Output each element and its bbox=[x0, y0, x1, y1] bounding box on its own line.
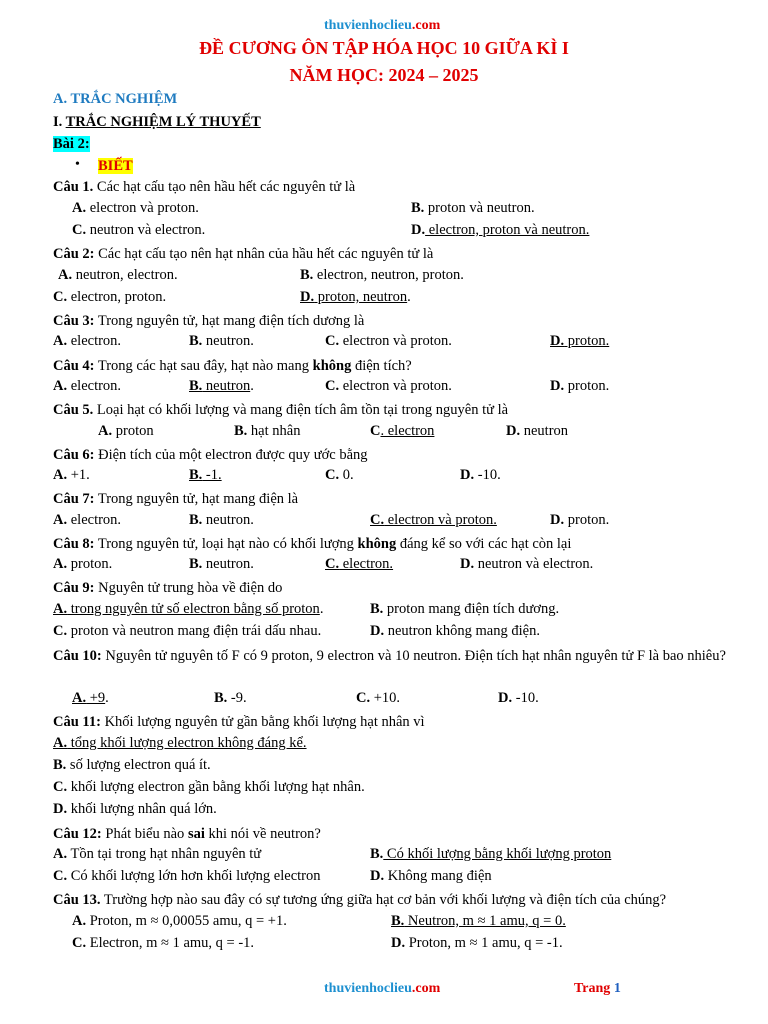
header-site[interactable] bbox=[324, 18, 440, 34]
q3-option-d: D. proton. bbox=[550, 333, 610, 349]
question-9: Câu 9: Nguyên tử trung hòa về điện do bbox=[53, 580, 283, 596]
q10-option-a: A. +9. bbox=[72, 690, 109, 706]
q5-option-c: C. electron bbox=[370, 423, 435, 439]
q11-option-d: D. khối lượng nhân quá lớn. bbox=[53, 801, 217, 817]
q1-option-c: C. neutron và electron. bbox=[72, 222, 206, 238]
question-6: Câu 6: Điện tích của một electron được quy ước bằng bbox=[53, 447, 368, 463]
question-3: Câu 3: Trong nguyên tử, hạt mang điện tích dương là bbox=[53, 313, 365, 329]
q8-option-a: A. proton. bbox=[53, 556, 113, 572]
q4-option-c: C. electron và proton. bbox=[325, 378, 452, 394]
doc-title-line1: ĐỀ CƯƠNG ÔN TẬP HÓA HỌC 10 GIỮA KÌ I bbox=[199, 38, 569, 58]
q11-option-b: B. số lượng electron quá ít. bbox=[53, 757, 211, 773]
section-a-heading: A. TRẮC NGHIỆM bbox=[53, 91, 178, 107]
question-4: Câu 4: Trong các hạt sau đây, hạt nào mang không điện tích? bbox=[53, 358, 412, 374]
q10-option-d: D. -10. bbox=[498, 690, 539, 706]
q6-option-c: C. 0. bbox=[325, 467, 354, 483]
q1-option-d: D. electron, proton và neutron. bbox=[411, 222, 590, 238]
q6-option-d: D. -10. bbox=[460, 467, 501, 483]
section-i-heading: I. TRẮC NGHIỆM LÝ THUYẾT bbox=[53, 114, 261, 130]
q4-option-a: A. electron. bbox=[53, 378, 122, 394]
question-13: Câu 13. Trường hợp nào sau đây có sự tương ứng giữa hạt cơ bản với khối lượng và điện tích của chúng? bbox=[53, 892, 667, 908]
page-number: Trang 1 bbox=[574, 981, 621, 996]
q5-option-b: B. hạt nhân bbox=[234, 423, 301, 439]
q13-option-d: D. Proton, m ≈ 1 amu, q = -1. bbox=[391, 935, 563, 951]
bai-label: Bài 2: bbox=[53, 136, 90, 152]
q13-option-b: B. Neutron, m ≈ 1 amu, q = 0. bbox=[391, 913, 566, 929]
question-7: Câu 7: Trong nguyên tử, hạt mang điện là bbox=[53, 491, 299, 507]
q2-option-c: C. electron, proton. bbox=[53, 289, 167, 305]
q12-option-a: A. Tồn tại trong hạt nhân nguyên tử bbox=[53, 846, 262, 862]
q5-option-a: A. proton bbox=[98, 423, 154, 439]
q4-option-d: D. proton. bbox=[550, 378, 610, 394]
question-12: Câu 12: Phát biểu nào sai khi nói về neutron? bbox=[53, 826, 321, 842]
q10-option-c: C. +10. bbox=[356, 690, 401, 706]
header-site-name: thuvienhoclieu bbox=[324, 18, 412, 33]
footer-site-tld: .com bbox=[411, 981, 441, 996]
q12-option-c: C. Có khối lượng lớn hơn khối lượng electron bbox=[53, 868, 321, 884]
bullet-icon: • bbox=[75, 157, 80, 172]
question-5: Câu 5. Loại hạt có khối lượng và mang điện tích âm tồn tại trong nguyên tử là bbox=[53, 402, 509, 418]
q4-option-b: B. neutron. bbox=[189, 378, 254, 394]
q5-option-d: D. neutron bbox=[506, 423, 569, 439]
q8-option-b: B. neutron. bbox=[189, 556, 254, 572]
q8-option-d: D. neutron và electron. bbox=[460, 556, 594, 572]
q9-option-d: D. neutron không mang điện. bbox=[370, 623, 540, 639]
q11-option-c: C. khối lượng electron gần bằng khối lượng hạt nhân. bbox=[53, 779, 365, 795]
q10-option-b: B. -9. bbox=[214, 690, 247, 706]
q11-option-a: A. tổng khối lượng electron không đáng kể. bbox=[53, 735, 307, 751]
q9-option-b: B. proton mang điện tích dương. bbox=[370, 601, 560, 617]
footer-site[interactable] bbox=[324, 981, 440, 997]
q3-option-b: B. neutron. bbox=[189, 333, 254, 349]
q2-option-a: A. neutron, electron. bbox=[58, 267, 178, 283]
q3-option-a: A. electron. bbox=[53, 333, 122, 349]
q3-option-c: C. electron và proton. bbox=[325, 333, 452, 349]
header-site-tld: .com bbox=[411, 18, 441, 33]
question-1: Câu 1. Các hạt cấu tạo nên hầu hết các nguyên tử là bbox=[53, 179, 356, 195]
q7-option-b: B. neutron. bbox=[189, 512, 254, 528]
q12-option-b: B. Có khối lượng bằng khối lượng proton bbox=[370, 846, 612, 862]
q7-option-a: A. electron. bbox=[53, 512, 122, 528]
q9-option-c: C. proton và neutron mang điện trái dấu nhau. bbox=[53, 623, 322, 639]
q8-option-c: C. electron. bbox=[325, 556, 394, 572]
question-8: Câu 8: Trong nguyên tử, loại hạt nào có khối lượng không đáng kể so với các hạt còn lại bbox=[53, 536, 572, 552]
q7-option-d: D. proton. bbox=[550, 512, 610, 528]
q1-option-b: B. proton và neutron. bbox=[411, 200, 535, 216]
question-11: Câu 11: Khối lượng nguyên tử gần bằng khối lượng hạt nhân vì bbox=[53, 714, 425, 730]
doc-title-line2: NĂM HỌC: 2024 – 2025 bbox=[289, 65, 479, 85]
q6-option-b: B. -1. bbox=[189, 467, 222, 483]
q12-option-d: D. Không mang điện bbox=[370, 868, 492, 884]
q2-option-d: D. proton, neutron. bbox=[300, 289, 411, 305]
q13-option-c: C. Electron, m ≈ 1 amu, q = -1. bbox=[72, 935, 255, 951]
q9-option-a: A. trong nguyên tử số electron bằng số proton. bbox=[53, 601, 324, 617]
q1-option-a: A. electron và proton. bbox=[72, 200, 199, 216]
q6-option-a: A. +1. bbox=[53, 467, 90, 483]
level-biet: BIẾT bbox=[98, 158, 133, 174]
q7-option-c: C. electron và proton. bbox=[370, 512, 497, 528]
q13-option-a: A. Proton, m ≈ 0,00055 amu, q = +1. bbox=[72, 913, 287, 929]
q2-option-b: B. electron, neutron, proton. bbox=[300, 267, 464, 283]
question-2: Câu 2: Các hạt cấu tạo nên hạt nhân của hầu hết các nguyên tử là bbox=[53, 246, 434, 262]
question-10: Câu 10: Nguyên tử nguyên tố F có 9 proton, 9 electron và 10 neutron. Điện tích hạt nhân nguyên tử F là bao nhiêu? bbox=[53, 648, 726, 664]
footer-site-name: thuvienhoclieu bbox=[324, 981, 412, 996]
